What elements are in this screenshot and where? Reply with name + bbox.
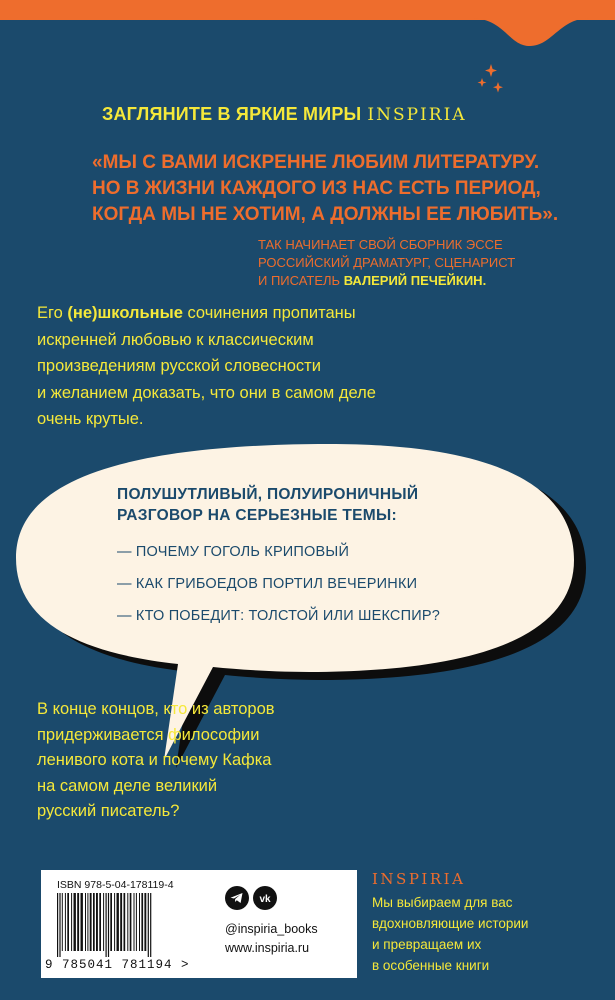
barcode-bar	[144, 893, 146, 951]
barcode-bar	[77, 893, 79, 951]
header-brand: INSPIRIA	[367, 105, 467, 125]
barcode-bar	[71, 893, 72, 951]
quote-line: НО В ЖИЗНИ КАЖДОГО ИЗ НАС ЕСТЬ ПЕРИОД,	[92, 178, 541, 199]
barcode-bar	[114, 893, 115, 951]
barcode-panel	[41, 870, 357, 978]
bubble-title	[117, 484, 557, 526]
barcode-bar	[59, 893, 60, 957]
intro-line: очень крутые.	[37, 410, 144, 428]
barcode-bar	[93, 893, 95, 951]
quote-line: КОГДА МЫ НЕ ХОТИМ, А ДОЛЖНЫ ЕЕ ЛЮБИТЬ».	[92, 204, 559, 225]
list-item: — КАК ГРИБОЕДОВ ПОРТИЛ ВЕЧЕРИНКИ	[117, 576, 418, 592]
tagline-line: в особенные книги	[372, 958, 490, 973]
list-item: — ПОЧЕМУ ГОГОЛЬ КРИПОВЫЙ	[117, 544, 350, 560]
intro-paragraph	[37, 300, 437, 433]
outro-line: придерживается философии	[37, 725, 260, 744]
bubble-content	[117, 484, 557, 640]
outro-line: ленивого кота и почему Кафка	[37, 751, 272, 769]
barcode-bar	[124, 893, 126, 951]
header-title: ЗАГЛЯНИТЕ В ЯРКИЕ МИРЫ	[102, 104, 362, 124]
barcode-bar	[62, 893, 63, 951]
website-link[interactable]: www.inspiria.ru	[225, 941, 310, 955]
barcode-bar	[130, 893, 132, 951]
quote-attribution	[258, 236, 578, 290]
tagline-line: Мы выбираем для вас	[372, 895, 513, 910]
barcode-bar	[120, 893, 122, 951]
barcode-bar	[134, 893, 135, 951]
social-handle[interactable]: @inspiria_books	[225, 922, 318, 936]
intro-suffix: сочинения пропитаны	[182, 304, 356, 322]
barcode-bar	[110, 893, 112, 951]
barcode-bar	[74, 893, 76, 951]
opening-quote	[92, 150, 562, 228]
barcode-bar	[90, 893, 92, 951]
barcode-bar	[85, 893, 86, 951]
barcode-bar	[139, 893, 140, 951]
tagline-line: вдохновляющие истории	[372, 916, 529, 931]
imprint-brand: INSPIRIA	[372, 870, 466, 888]
imprint-tagline	[372, 892, 528, 976]
attribution-line	[258, 272, 578, 290]
outro-line: русский писатель?	[37, 802, 180, 820]
barcode-bar	[117, 893, 119, 951]
barcode-bar	[148, 893, 149, 957]
barcode-bar	[136, 893, 137, 951]
tagline-line: и превращаем их	[372, 937, 482, 952]
barcode-bar	[57, 893, 58, 957]
barcode-bar	[106, 893, 107, 957]
author-name: ВАЛЕРИЙ ПЕЧЕЙКИН.	[343, 273, 487, 288]
barcode-bar	[108, 893, 109, 957]
barcode-bar	[103, 893, 104, 951]
barcode	[55, 893, 205, 957]
outro-line: на самом деле великий	[37, 776, 218, 795]
barcode-bar	[65, 893, 66, 951]
topics-list	[117, 544, 557, 624]
intro-line	[37, 300, 437, 327]
contact-info	[225, 920, 318, 958]
sparkle-icon	[476, 64, 506, 96]
attribution-prefix: И ПИСАТЕЛЬ	[258, 273, 344, 288]
barcode-bar	[87, 893, 88, 951]
intro-prefix: Его	[37, 304, 68, 322]
bubble-title-line: ПОЛУШУТЛИВЫЙ, ПОЛУИРОНИЧНЫЙ	[117, 486, 419, 503]
barcode-bar	[96, 893, 98, 951]
social-icons	[225, 886, 281, 910]
list-item: — КТО ПОБЕДИТ: ТОЛСТОЙ ИЛИ ШЕКСПИР?	[117, 608, 440, 624]
ean-number: 9 785041 781194 >	[45, 958, 190, 972]
barcode-bar	[150, 893, 151, 957]
svg-text:vk: vk	[259, 894, 271, 905]
closing-paragraph	[37, 697, 337, 825]
bubble-title-line: РАЗГОВОР НА СЕРЬЕЗНЫЕ ТЕМЫ:	[117, 507, 397, 524]
vk-icon[interactable]	[253, 886, 277, 910]
quote-line: «МЫ С ВАМИ ИСКРЕННЕ ЛЮБИМ ЛИТЕРАТУРУ.	[92, 152, 540, 173]
intro-line: искренней любовью к классическим	[37, 330, 314, 349]
isbn-label: ISBN 978-5-04-178119-4	[57, 879, 174, 891]
telegram-icon[interactable]	[225, 886, 249, 910]
intro-line: произведениям русской словесности	[37, 357, 321, 375]
barcode-bar	[127, 893, 128, 951]
attribution-line: РОССИЙСКИЙ ДРАМАТУРГ, СЦЕНАРИСТ	[258, 255, 516, 270]
series-header	[102, 104, 467, 125]
outro-line: В конце концов, кто из авторов	[37, 700, 275, 718]
barcode-bar	[67, 893, 69, 951]
barcode-bar	[99, 893, 101, 951]
barcode-bar	[81, 893, 83, 951]
intro-bold: (не)школьные	[67, 304, 183, 322]
top-wave-decoration	[0, 0, 615, 60]
intro-line: и желанием доказать, что они в самом деле	[37, 383, 376, 402]
barcode-bar	[141, 893, 143, 951]
attribution-line: ТАК НАЧИНАЕТ СВОЙ СБОРНИК ЭССЕ	[258, 237, 503, 252]
